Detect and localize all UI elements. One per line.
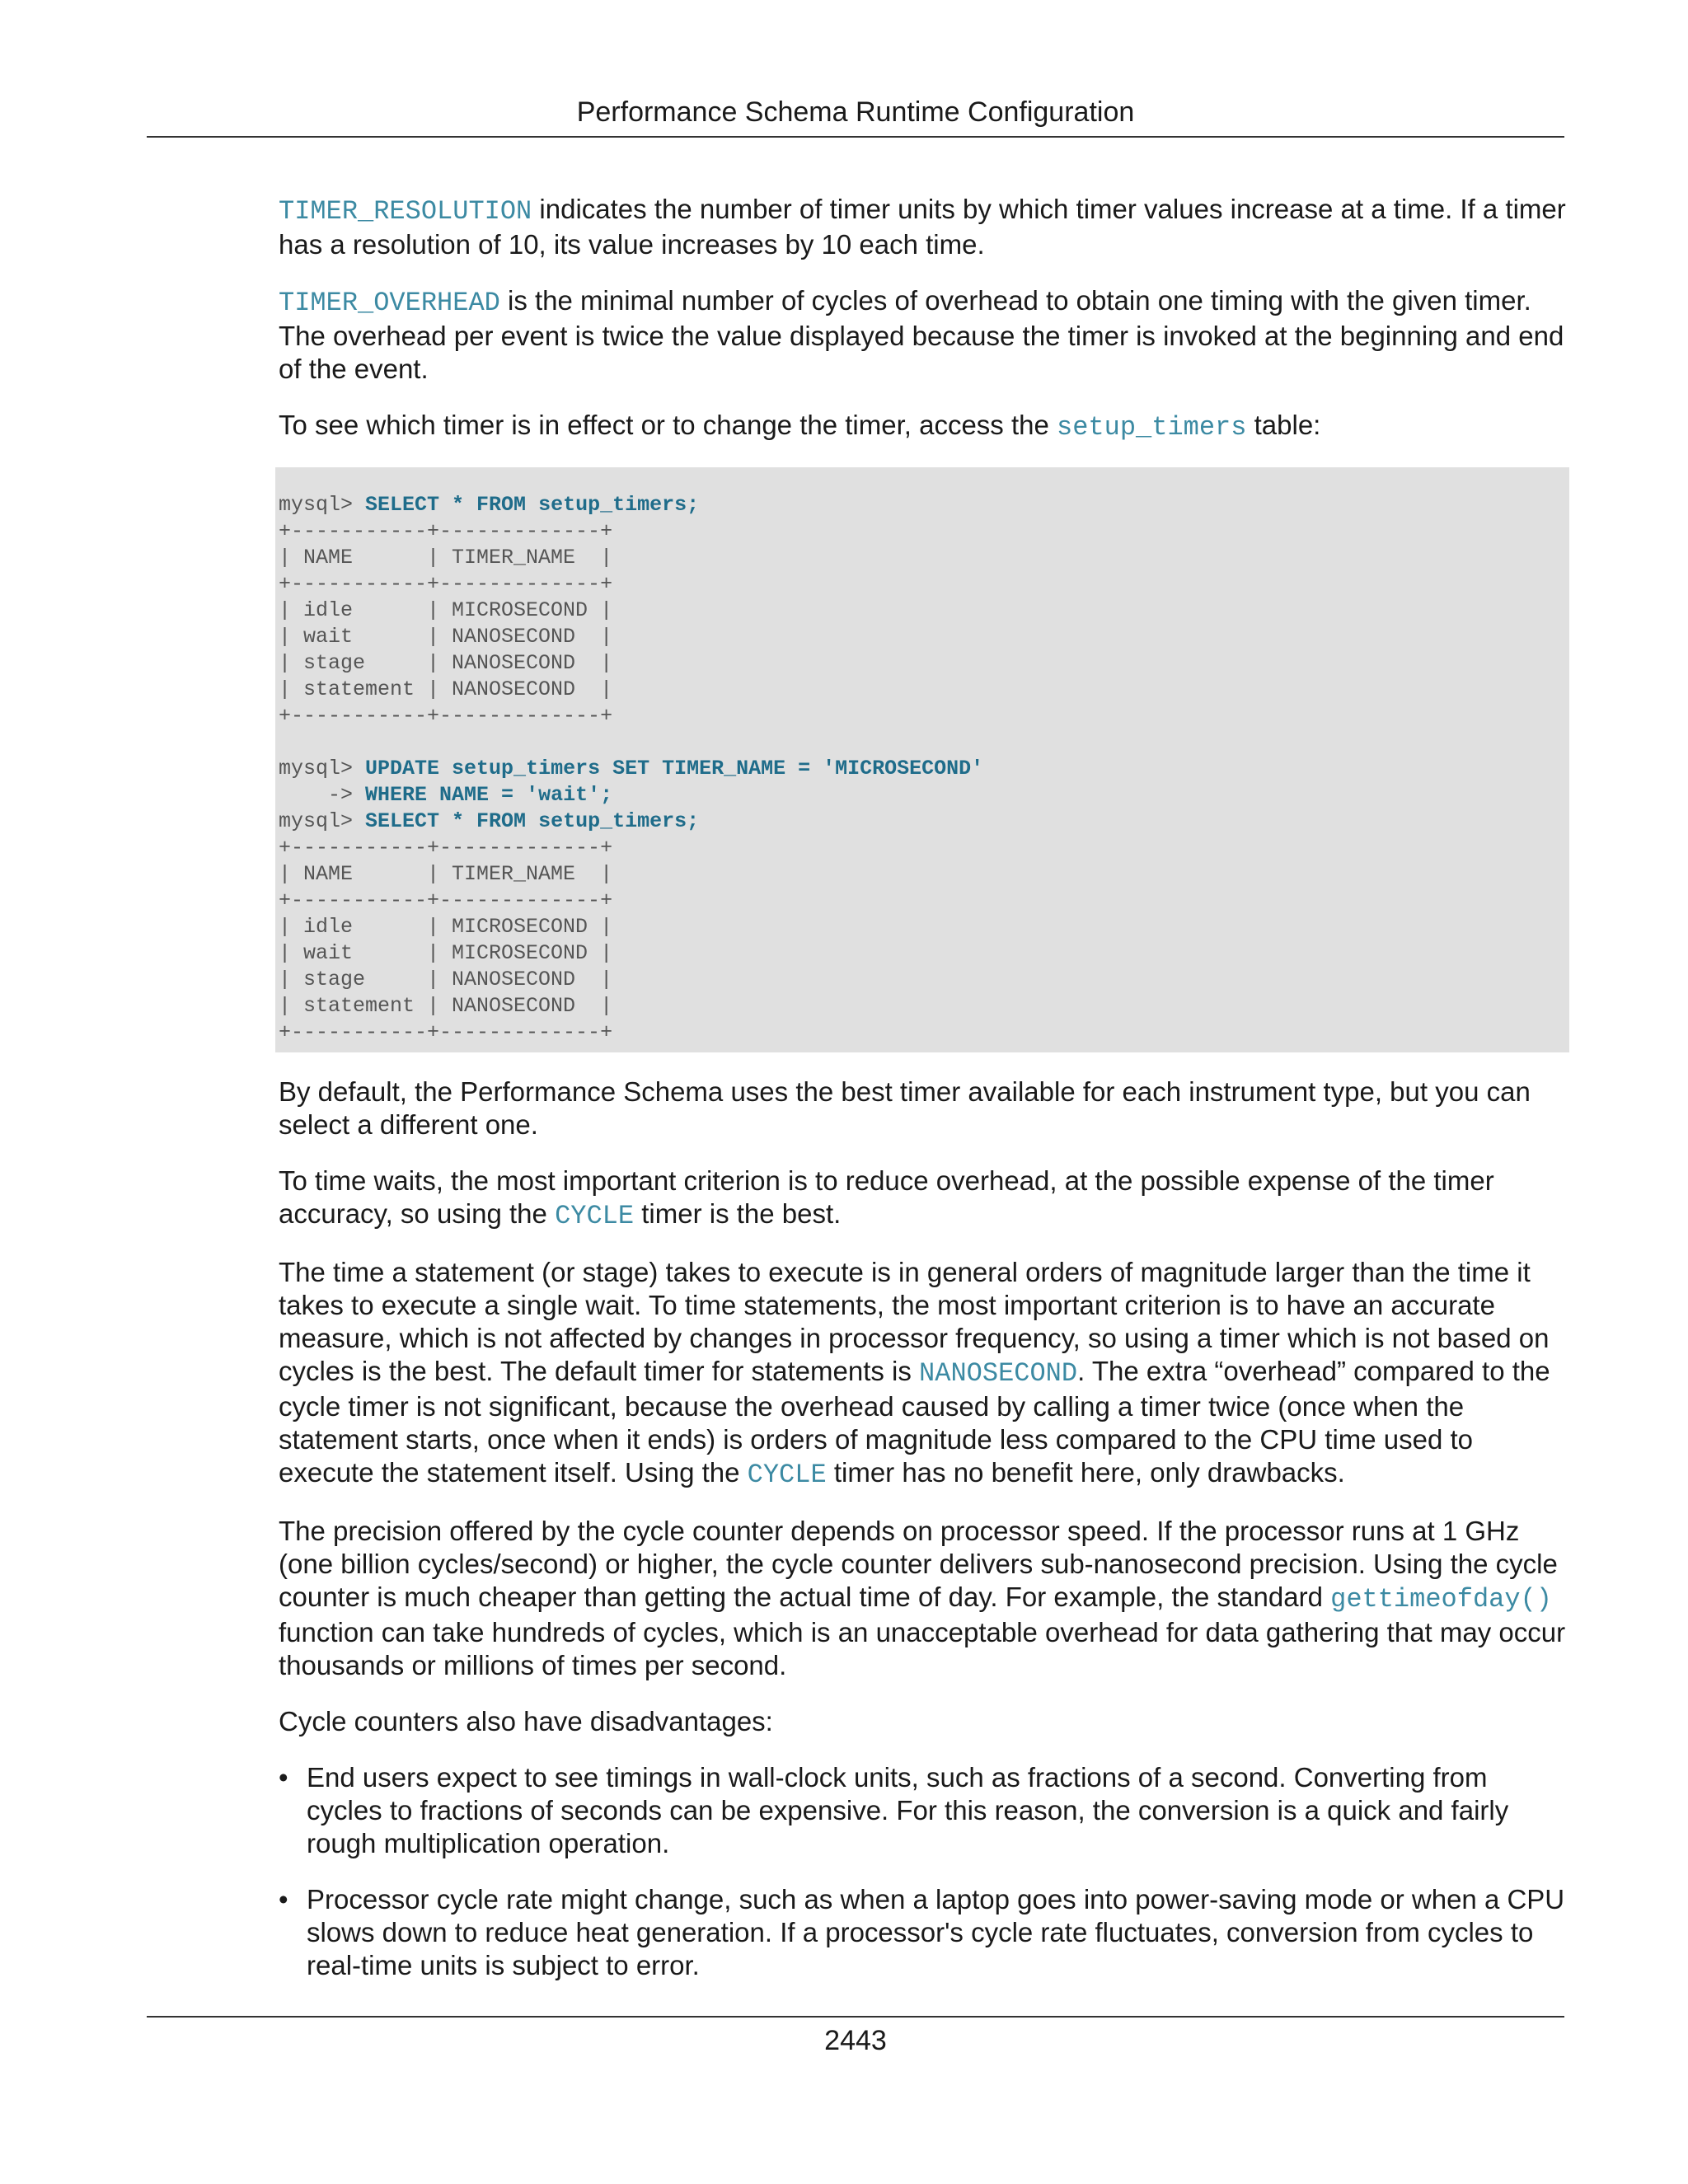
list-item-text: End users expect to see timings in wall-clock units, such as fractions of a second. Converting from cycles to fractions of seconds can be expensive. For this reason, the conversion is a quick and fairly rough multiplication operation.	[307, 1762, 1509, 1858]
code-line: | statement | NANOSECOND |	[279, 677, 613, 701]
bullet-icon: •	[279, 1762, 288, 1793]
code-line	[279, 756, 1566, 782]
bullet-icon: •	[279, 1884, 288, 1915]
code-line	[279, 808, 1566, 835]
code-line: | wait | MICROSECOND |	[279, 941, 613, 965]
page-number: 2443	[824, 2025, 887, 2056]
code-line: | idle | MICROSECOND |	[279, 598, 613, 622]
code-command: SELECT * FROM setup_timers;	[365, 809, 700, 833]
footer-rule	[147, 2016, 1564, 2018]
code-prompt: mysql>	[279, 493, 366, 517]
code-line: | wait | NANOSECOND |	[279, 625, 613, 649]
code-nanosecond[interactable]: NANOSECOND	[919, 1358, 1078, 1389]
paragraph-default-timer: By default, the Performance Schema uses the best timer available for each instrument type, but you can select a different one.	[279, 1076, 1531, 1140]
paragraph-setup-timers-intro	[279, 409, 1566, 444]
code-prompt: ->	[279, 783, 366, 807]
paragraph-disadvantages-intro: Cycle counters also have disadvantages:	[279, 1706, 773, 1736]
paragraph-cycle-precision	[279, 1515, 1566, 1682]
code-line: | NAME | TIMER_NAME |	[279, 862, 613, 886]
paragraph-text: indicates the number of timer units by which timer values increase at a time. If a timer has a resolution of 10, its value increases by 10 each time.	[279, 194, 1566, 260]
code-timer-overhead[interactable]: TIMER_OVERHEAD	[279, 288, 500, 318]
list-item-text: Processor cycle rate might change, such as when a laptop goes into power-saving mode or when a CPU slows down to reduce heat generation. If a processor's cycle rate fluctuates, conversion from cycles to real-time units is subject to error.	[307, 1884, 1565, 1980]
paragraph-text: To time waits, the most important criterion is to reduce overhead, at the possible expense of the timer accuracy, so using the	[279, 1165, 1494, 1229]
code-line	[279, 782, 1566, 808]
code-line: +-----------+-------------+	[279, 836, 613, 860]
paragraph-timer-resolution	[279, 193, 1566, 261]
code-setup-timers[interactable]: setup_timers	[1057, 412, 1247, 443]
paragraph-text: timer is the best.	[634, 1198, 842, 1229]
code-line: | idle | MICROSECOND |	[279, 915, 613, 939]
paragraph-text: . The extra “overhead” compared to the cycle timer is not significant, because the overhead caused by calling a timer twice (once when the statement starts, once when it ends) is orders of magnitude less compared to the CPU time used to execute the statement itself. Using the	[279, 1356, 1550, 1488]
code-line: +-----------+-------------+	[279, 1020, 613, 1044]
code-prompt: mysql>	[279, 757, 366, 780]
code-line: | stage | NANOSECOND |	[279, 651, 613, 675]
code-line: +-----------+-------------+	[279, 572, 613, 596]
page-content	[279, 193, 1566, 2005]
code-command: SELECT * FROM setup_timers;	[365, 493, 700, 517]
disadvantages-list	[279, 1761, 1566, 1982]
paragraph-time-waits	[279, 1165, 1566, 1233]
list-item	[279, 1883, 1566, 1982]
code-line: | stage | NANOSECOND |	[279, 968, 613, 991]
code-line: +-----------+-------------+	[279, 519, 613, 543]
paragraph-text: The time a statement (or stage) takes to execute is in general orders of magnitude larger than the time it takes to execute a single wait. To time statements, the most important criterion is to have an accurate measure, which is not affected by changes in processor frequency, so using a timer which is not based on cycles is the best. The default timer for statements is	[279, 1257, 1550, 1386]
paragraph-text: timer has no benefit here, only drawbacks.	[826, 1457, 1345, 1488]
paragraph-text: The precision offered by the cycle counter depends on processor speed. If the processor runs at 1 GHz (one billion cycles/second) or higher, the cycle counter delivers sub-nanosecond precision. Using the cycle counter is much cheaper than getting the actual time of day. For example, the standard	[279, 1516, 1558, 1612]
paragraph-text: function can take hundreds of cycles, which is an unacceptable overhead for data gathering that may occur thousands or millions of times per second.	[279, 1617, 1566, 1680]
code-cycle[interactable]: CYCLE	[747, 1460, 827, 1490]
code-line: | NAME | TIMER_NAME |	[279, 546, 613, 569]
list-item	[279, 1761, 1566, 1860]
code-gettimeofday[interactable]: gettimeofday()	[1330, 1584, 1552, 1615]
page-header: Performance Schema Runtime Configuration	[576, 96, 1135, 128]
paragraph-text: table:	[1246, 410, 1321, 440]
code-cycle[interactable]: CYCLE	[555, 1201, 635, 1231]
paragraph-text: is the minimal number of cycles of overhead to obtain one timing with the given timer. The overhead per event is twice the value displayed because the timer is invoked at the beginning and end of the event.	[279, 285, 1564, 384]
code-line: | statement | NANOSECOND |	[279, 994, 613, 1018]
code-command: WHERE NAME = 'wait';	[365, 783, 613, 807]
code-line: +-----------+-------------+	[279, 888, 613, 912]
code-timer-resolution[interactable]: TIMER_RESOLUTION	[279, 196, 532, 227]
paragraph-statement-timing	[279, 1256, 1566, 1492]
code-line	[279, 729, 1566, 756]
code-command: UPDATE setup_timers SET TIMER_NAME = 'MICROSECOND'	[365, 757, 984, 780]
paragraph-text: To see which timer is in effect or to change the timer, access the	[279, 410, 1057, 440]
paragraph-timer-overhead	[279, 284, 1566, 386]
code-line: +-----------+-------------+	[279, 704, 613, 728]
header-rule	[147, 136, 1564, 138]
code-line	[279, 492, 1566, 518]
code-example-block	[275, 467, 1569, 1052]
code-prompt: mysql>	[279, 809, 366, 833]
